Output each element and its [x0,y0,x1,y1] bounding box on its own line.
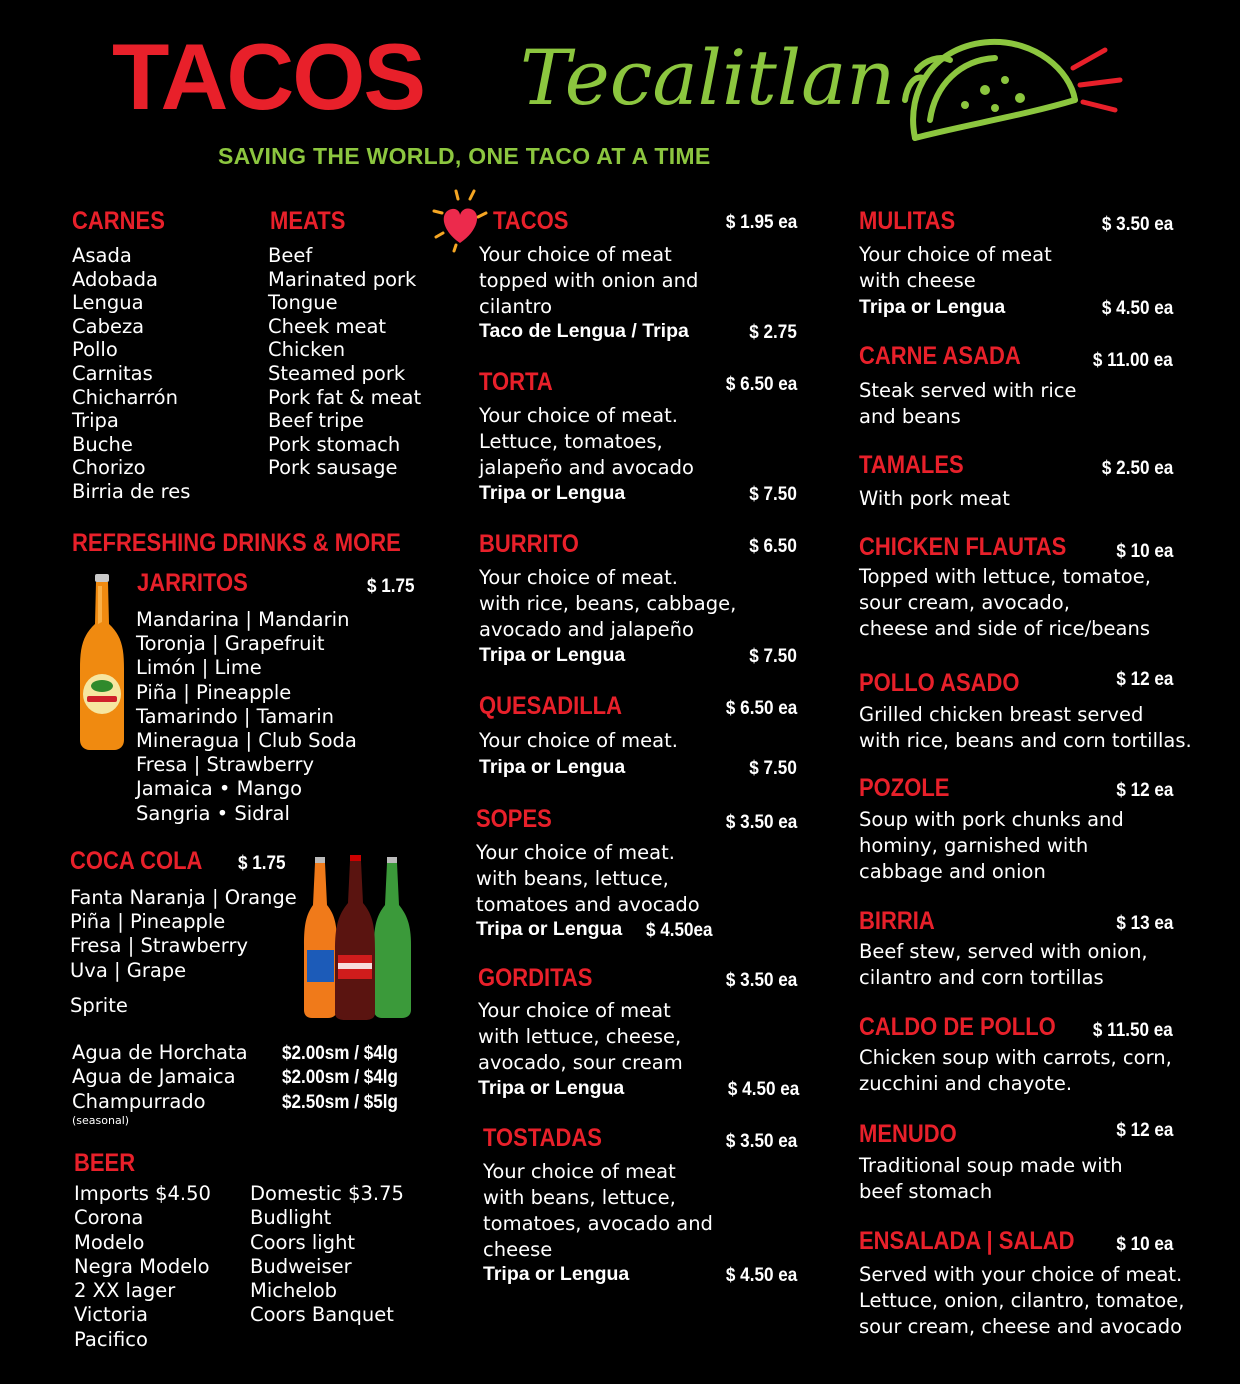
item-price: $ 6.50 ea [725,698,797,719]
brand-script-title: Tecalitlan [520,33,896,122]
description-line: with rice, beans and corn tortillas. [859,729,1192,752]
item-variant-price: $ 7.50 [749,758,797,779]
item-price: $ 3.50 ea [725,812,797,833]
list-item: Tamarindo | Tamarin [136,704,335,728]
description-line: with beans, lettuce, [476,867,669,890]
sprite-label: Sprite [70,994,128,1017]
item-variant: Tripa or Lengua [479,644,626,666]
item-description [483,1159,713,1263]
list-item: Coors Banquet [250,1303,394,1327]
item-price: $ 2.50 ea [1101,458,1173,479]
description-line: with beans, lettuce, [483,1186,676,1209]
item-variant: Taco de Lengua / Tripa [479,320,689,342]
carnes-heading: CARNES [72,207,165,235]
item-variant: Tripa or Lengua [483,1263,630,1285]
item-price: $ 13 ea [1115,913,1173,934]
item-price: $ 3.50 ea [725,970,797,991]
description-line: With pork meat [859,487,1010,510]
description-line: cabbage and onion [859,860,1046,883]
item-name: GORDITAS [478,964,593,992]
aguas-prices [282,1042,411,1115]
description-line: hominy, garnished with [859,834,1089,857]
list-item: Fresa | Strawberry [70,934,249,958]
list-item: Cheek meat [268,314,387,338]
description-line: avocado, sour cream [478,1051,683,1074]
list-item: Pork sausage [268,456,398,480]
description-line: avocado and jalapeño [479,618,694,641]
item-variant: Tripa or Lengua [478,1077,625,1099]
imports-list [74,1182,211,1352]
item-name: TACOS [493,207,569,235]
description-line: with lettuce, cheese, [478,1025,682,1048]
jarritos-price: $ 1.75 [367,576,415,597]
description-line: Lettuce, tomatoes, [479,430,663,453]
item-description [859,1153,1123,1205]
description-line: Your choice of meat [483,1160,676,1183]
list-item: Jamaica • Mango [136,777,303,801]
description-line: Served with your choice of meat. [859,1263,1183,1286]
coca-cola-heading: COCA COLA [70,847,203,875]
item-variant-price: $ 7.50 [749,484,797,505]
aguas-list [72,1041,248,1114]
item-price: $ 11.00 ea [1093,350,1173,371]
item-description [859,486,1010,512]
coca-cola-flavors [70,886,297,983]
item-description [479,728,678,754]
item-name: QUESADILLA [479,692,622,720]
list-item: Michelob [250,1279,338,1303]
item-description [859,378,1076,430]
description-line: cheese and side of rice/beans [859,617,1151,640]
carnes-list [72,244,190,504]
item-description [476,840,700,918]
item-price: $ 12 ea [1115,1120,1173,1141]
item-name: TORTA [479,368,553,396]
item-name: TOSTADAS [483,1124,602,1152]
item-price: $ 3.50 ea [725,1131,797,1152]
item-name: TAMALES [859,451,964,479]
list-item: Asada [72,244,132,267]
list-item: Uva | Grape [70,958,187,982]
description-line: Your choice of meat. [479,566,678,589]
item-name: MULITAS [859,207,956,235]
jarritos-bottle-image [76,574,128,750]
item-variant: Tripa or Lengua [479,482,626,504]
description-line: Grilled chicken breast served [859,703,1144,726]
list-item: Piña | Pineapple [136,680,292,704]
item-variant-price: $ 2.75 [749,322,797,343]
description-line: Your choice of meat. [476,841,675,864]
description-line: with cheese [859,269,976,292]
list-item: Carnitas [72,361,153,385]
list-item: Lengua [72,291,144,315]
description-line: sour cream, avocado, [859,591,1070,614]
taco-icon [895,30,1135,155]
list-item: Mineragua | Club Soda [136,729,357,753]
description-line: beef stomach [859,1180,993,1203]
description-line: tomatoes and avocado [476,893,700,916]
tagline: SAVING THE WORLD, ONE TACO AT A TIME [218,143,711,169]
list-item: Agua de Jamaica [72,1065,236,1089]
domestic-list [250,1182,404,1328]
item-name: CALDO DE POLLO [859,1013,1056,1041]
description-line: and beans [859,405,961,428]
imports-heading: Imports $4.50 [74,1182,211,1205]
meats-heading: MEATS [270,207,346,235]
item-name: BIRRIA [859,907,935,935]
item-name: CARNE ASADA [859,342,1021,370]
description-line: Lettuce, onion, cilantro, tomatoe, [859,1289,1185,1312]
item-price: $ 6.50 [749,536,797,557]
list-item: Limón | Lime [136,656,262,680]
list-item: Pork stomach [268,432,401,456]
item-variant-price: $ 4.50 ea [1101,298,1173,319]
description-line: Soup with pork chunks and [859,808,1124,831]
description-line: topped with onion and [479,269,699,292]
item-variant: Tripa or Lengua [479,756,626,778]
list-item: Agua de Horchata [72,1041,248,1064]
item-name: POLLO ASADO [859,669,1020,697]
list-item: Mandarina | Mandarin [136,608,350,631]
seasonal-note: (seasonal) [72,1114,130,1127]
domestic-heading: Domestic $3.75 [250,1182,404,1205]
list-item: Sangria • Sidral [136,801,290,825]
item-name: SOPES [476,805,552,833]
item-description [859,807,1124,885]
list-item: Beef [268,244,313,267]
item-variant-price: $ 4.50 ea [727,1079,799,1100]
description-line: jalapeño and avocado [479,456,694,479]
jarritos-heading: JARRITOS [137,569,248,597]
item-price: $ 12 ea [1115,669,1173,690]
item-description [859,939,1148,991]
coca-cola-price: $ 1.75 [238,853,286,874]
description-line: cilantro and corn tortillas [859,966,1104,989]
item-price: $ 10 ea [1115,1234,1173,1255]
item-name: CHICKEN FLAUTAS [859,533,1067,561]
list-item: Toronja | Grapefruit [136,632,325,656]
drinks-heading: REFRESHING DRINKS & MORE [72,529,401,557]
item-description [479,242,698,320]
item-description [859,1262,1184,1340]
list-item: Chicharrón [72,385,178,409]
description-line: with rice, beans, cabbage, [479,592,737,615]
brand-title: TACOS [112,24,425,129]
list-item: Modelo [74,1230,145,1254]
list-item: Budlight [250,1206,332,1230]
description-line: Topped with lettuce, tomatoe, [859,565,1151,588]
item-description [859,702,1192,754]
item-price: $ 1.95 ea [725,212,797,233]
price: $2.50sm / $5lg [282,1091,398,1113]
list-item: Pacifico [74,1327,148,1351]
list-item: Pork fat & meat [268,385,422,409]
description-line: zucchini and chayote. [859,1072,1073,1095]
item-variant-price: $ 7.50 [749,646,797,667]
price: $2.00sm / $4lg [282,1043,398,1064]
soda-bottles-image [303,855,413,1020]
list-item: Cabeza [72,314,145,338]
description-line: Your choice of meat. [479,404,678,427]
list-item: Beef tripe [268,409,364,433]
list-item: Adobada [72,267,158,291]
description-line: Your choice of meat [478,999,671,1022]
item-price: $ 11.50 ea [1093,1020,1173,1041]
item-description [859,564,1151,642]
item-description [859,1045,1172,1097]
list-item: Victoria [74,1303,149,1327]
list-item: Chicken [268,338,346,362]
list-item: 2 XX lager [74,1279,176,1303]
item-description [478,998,683,1076]
list-item: Tripa [72,409,119,433]
description-line: Chicken soup with carrots, corn, [859,1046,1172,1069]
list-item: Fresa | Strawberry [136,753,315,777]
item-name: BURRITO [479,530,579,558]
item-description [859,242,1052,294]
item-variant: Tripa or Lengua [859,296,1006,318]
item-description [479,565,736,643]
price: $2.00sm / $4lg [282,1067,398,1089]
list-item: Buche [72,432,133,456]
list-item: Champurrado [72,1089,206,1113]
item-variant-price: $ 4.50 ea [725,1265,797,1286]
list-item: Fanta Naranja | Orange [70,886,297,909]
description-line: Your choice of meat. [479,729,678,752]
list-item: Coors light [250,1230,356,1254]
description-line: Beef stew, served with onion, [859,940,1148,963]
description-line: sour cream, cheese and avocado [859,1315,1183,1338]
description-line: Traditional soup made with [859,1154,1123,1177]
list-item: Budweiser [250,1254,352,1278]
item-price: $ 12 ea [1115,780,1173,801]
jarritos-flavors [136,608,357,826]
list-item: Marinated pork [268,267,417,291]
description-line: Your choice of meat [859,243,1052,266]
list-item: Chorizo [72,456,146,480]
beer-heading: BEER [74,1149,136,1177]
list-item: Pollo [72,338,118,362]
meats-list [268,244,421,480]
description-line: tomatoes, avocado and [483,1212,713,1235]
list-item: Tongue [268,291,338,315]
description-line: Your choice of meat [479,243,672,266]
item-name: MENUDO [859,1120,957,1148]
item-name: POZOLE [859,774,950,802]
item-price: $ 10 ea [1115,541,1173,562]
list-item: Corona [74,1206,144,1230]
item-variant-price: $ 4.50ea [646,920,713,941]
item-description [479,403,694,481]
list-item: Steamed pork [268,361,406,385]
list-item: Piña | Pineapple [70,910,226,934]
item-price: $ 6.50 ea [725,374,797,395]
list-item: Birria de res [72,479,191,503]
item-variant: Tripa or Lengua [476,918,623,940]
item-price: $ 3.50 ea [1101,214,1173,235]
description-line: cheese [483,1238,553,1261]
list-item: Negra Modelo [74,1254,210,1278]
description-line: cilantro [479,295,553,318]
item-name: ENSALADA | SALAD [859,1227,1075,1255]
description-line: Steak served with rice [859,379,1077,402]
